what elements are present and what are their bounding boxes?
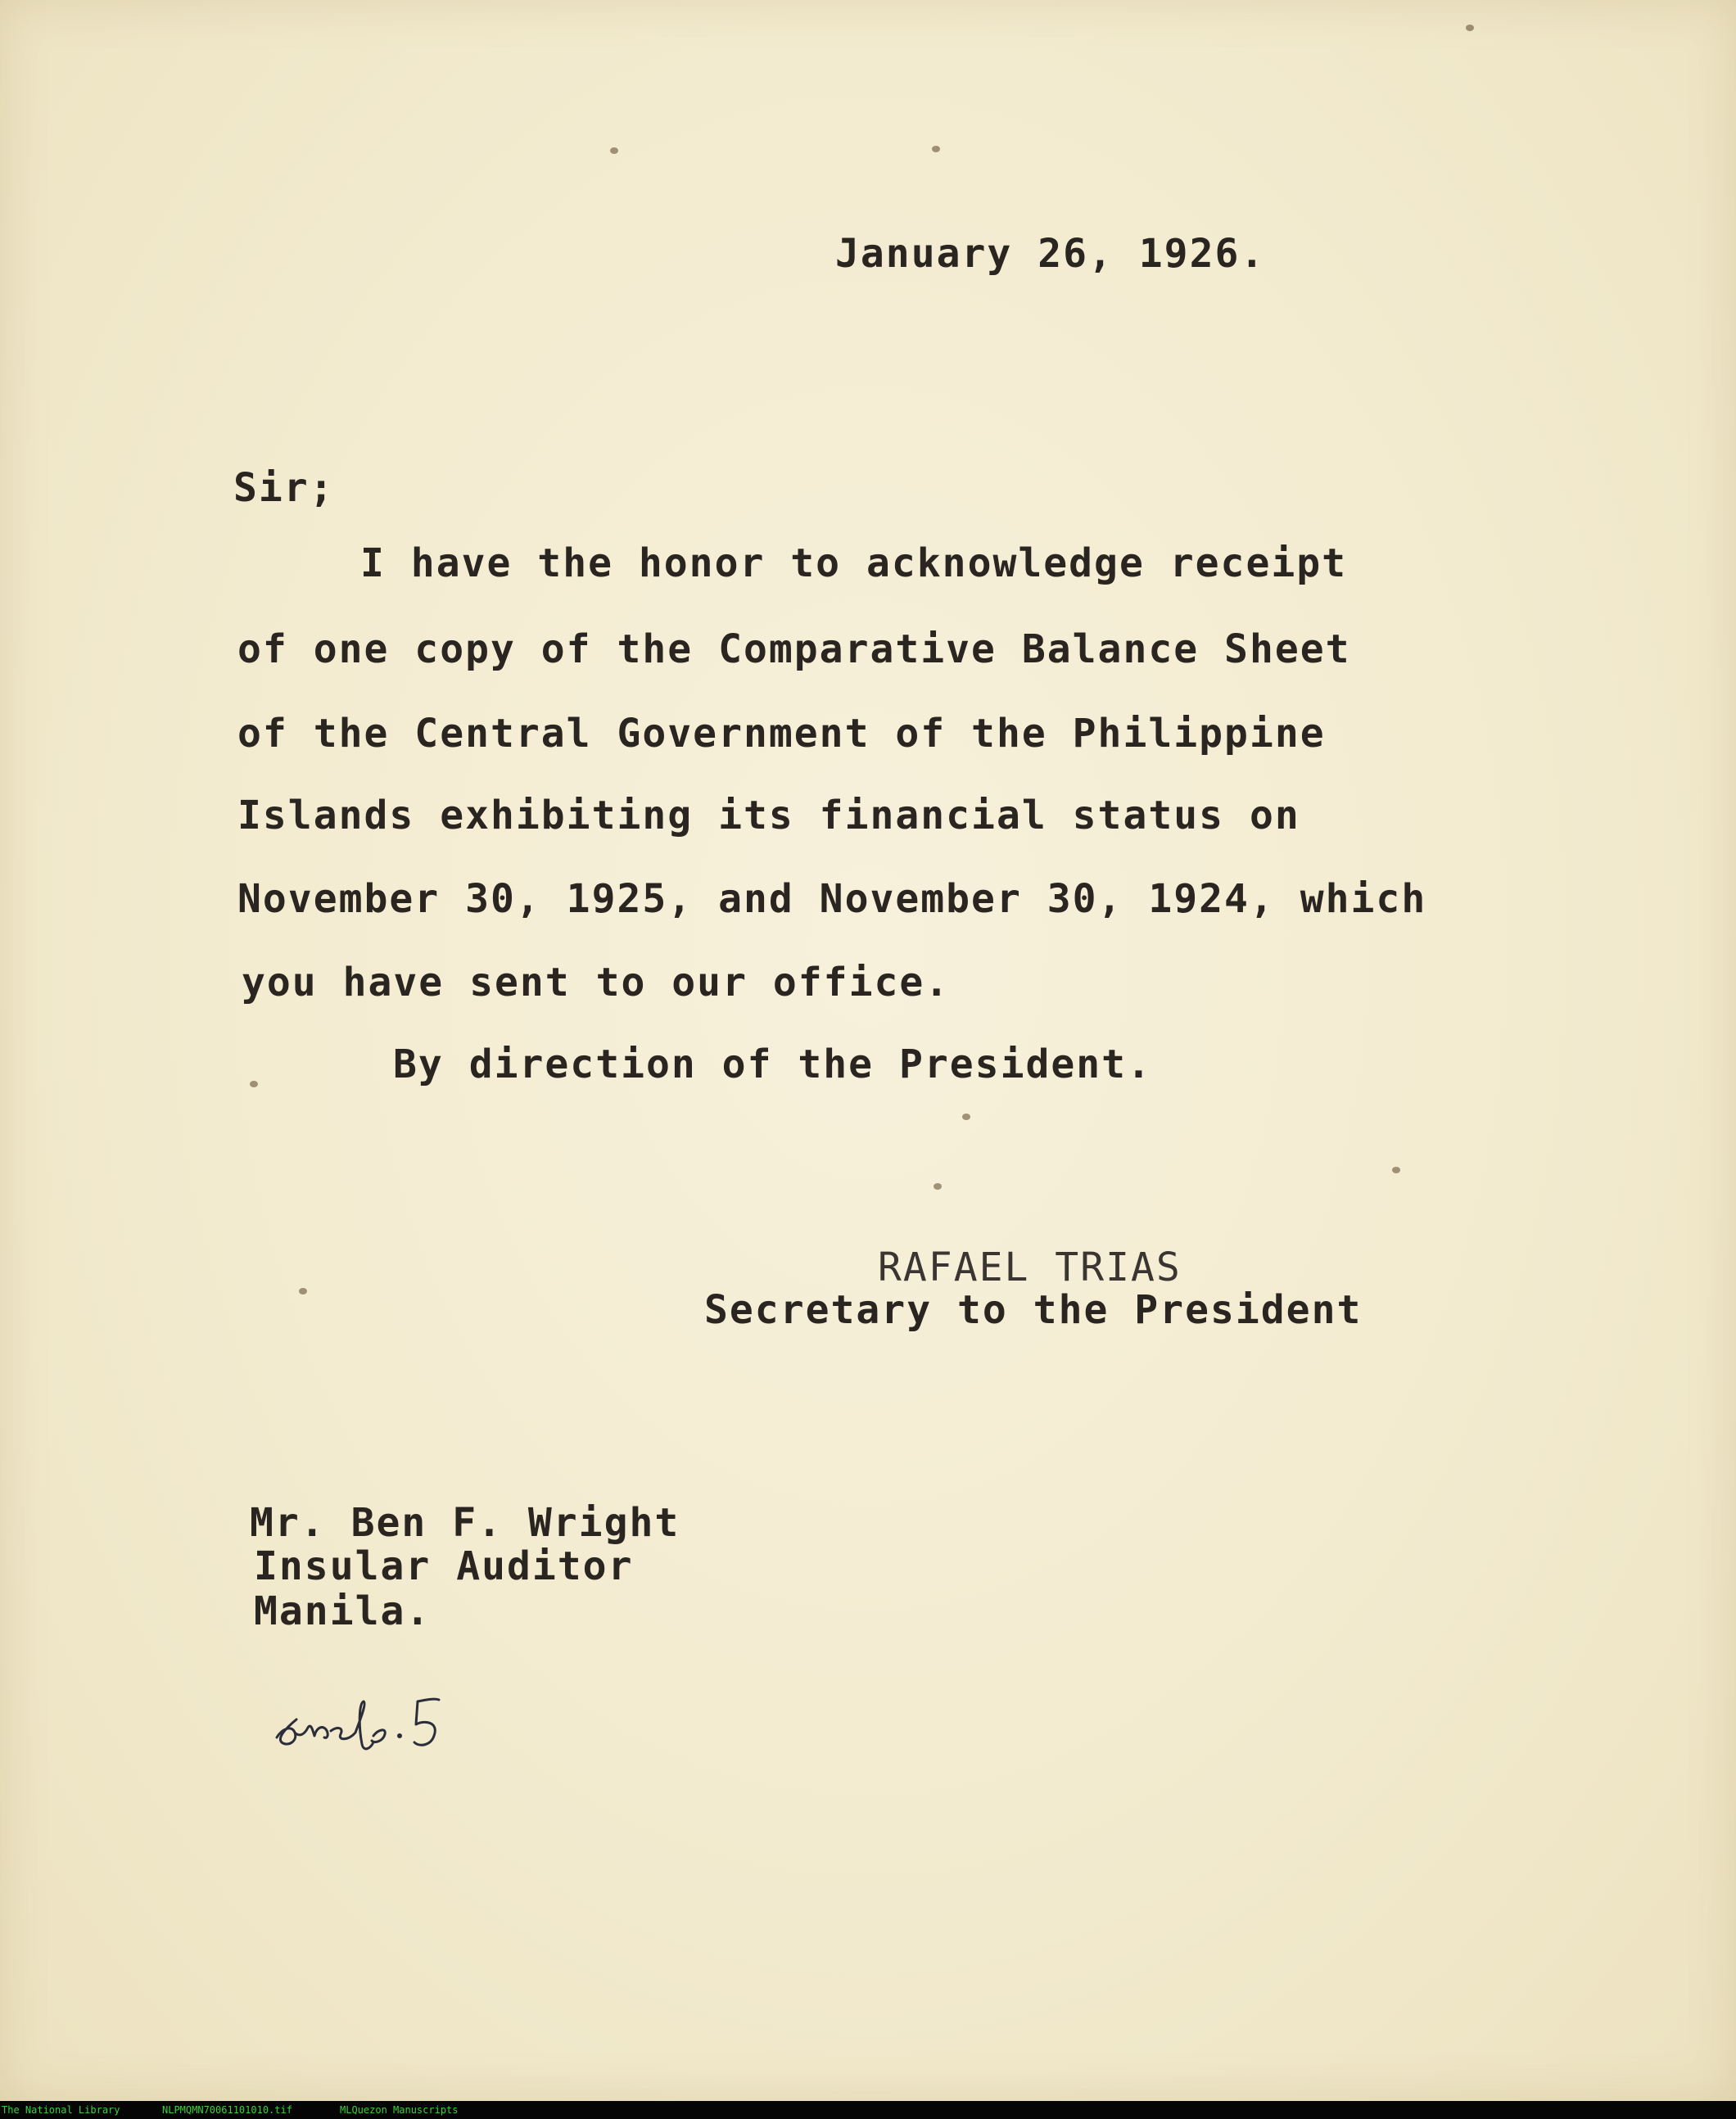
paper-speck bbox=[250, 1081, 258, 1087]
signatory-title: Secretary to the President bbox=[704, 1287, 1363, 1333]
scan-footer-bar bbox=[0, 2101, 1736, 2119]
addressee-city: Manila. bbox=[254, 1588, 432, 1634]
paper-speck bbox=[1392, 1167, 1400, 1173]
addressee-name: Mr. Ben F. Wright bbox=[250, 1500, 680, 1546]
footer-library: The National Library bbox=[2, 2104, 120, 2116]
footer-collection: MLQuezon Manuscripts bbox=[340, 2104, 459, 2116]
paper-speck bbox=[1466, 25, 1474, 31]
body-line: you have sent to our office. bbox=[242, 960, 951, 1005]
paper-speck bbox=[610, 147, 618, 154]
handwritten-initials bbox=[270, 1687, 500, 1760]
paper-speck bbox=[932, 146, 940, 152]
body-line: of one copy of the Comparative Balance Sheet bbox=[237, 626, 1351, 672]
body-line: I have the honor to acknowledge receipt bbox=[360, 540, 1348, 586]
paper-speck bbox=[299, 1288, 307, 1294]
body-line: of the Central Government of the Philippine bbox=[237, 711, 1326, 757]
addressee-title: Insular Auditor bbox=[254, 1543, 634, 1589]
body-line: Islands exhibiting its financial status on bbox=[237, 793, 1300, 838]
letter-salutation: Sir; bbox=[233, 465, 335, 511]
footer-file-id: NLPMQMN70061101010.tif bbox=[162, 2104, 292, 2116]
body-line: November 30, 1925, and November 30, 1924, which bbox=[237, 876, 1427, 922]
letter-date: January 26, 1926. bbox=[835, 231, 1266, 277]
paper-speck bbox=[962, 1114, 970, 1120]
signatory-name: RAFAEL TRIAS bbox=[878, 1245, 1182, 1290]
paper-speck bbox=[934, 1183, 942, 1190]
closing-line: By direction of the President. bbox=[393, 1041, 1152, 1087]
